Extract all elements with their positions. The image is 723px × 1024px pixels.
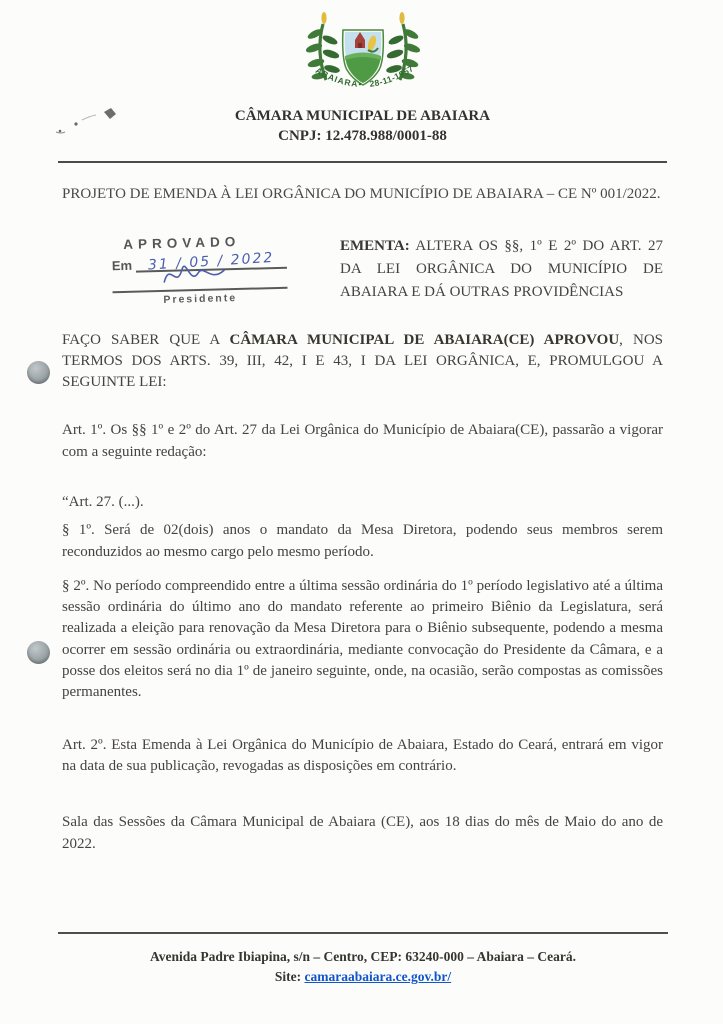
document-footer: [58, 932, 668, 988]
footer-site-link[interactable]: camaraabaiara.ce.gov.br/: [304, 969, 452, 985]
ementa-text: ALTERA OS §§, 1º E 2º DO ART. 27 DA LEI ORGÂNICA DO MUNICÍPIO DE ABAIARA E DÁ OUTRAS PROVIDÊNCIAS: [340, 237, 663, 300]
header-divider: [58, 161, 667, 163]
faco-suffix: , NOS TERMOS DOS ARTS. 39, III, 42, I E 43, I DA LEI ORGÂNICA, E, PROMULGOU A SEGUINTE LEI:: [62, 331, 663, 391]
footer-address: Avenida Padre Ibiapina, s/n – Centro, CEP: 63240-000 – Abaiara – Ceará.: [149, 949, 576, 964]
abaiara-coat-of-arms-logo: [295, 10, 431, 102]
stamp-em-label: Em: [111, 257, 133, 273]
paragraph-art2: Art. 2º. Esta Emenda à Lei Orgânica do Município de Abaiara, Estado do Ceará, entrará em vigor na data de sua publicação, revogadas as disposições em contrário.: [62, 736, 663, 774]
org-cnpj: CNPJ: 12.478.988/0001-88: [278, 128, 447, 145]
paragraph-art1: Art. 1º. Os §§ 1º e 2º do Art. 27 da Lei Orgânica do Município de Abaiara(CE), passarão a vigorar com a seguinte redação:: [62, 422, 663, 460]
approval-stamp: [111, 232, 288, 307]
logo-text-separator: •: [357, 78, 362, 89]
logo-container: [62, 10, 663, 102]
org-name: CÂMARA MUNICIPAL DE ABAIARA: [234, 108, 491, 124]
logo-text-date: 28-11-1957: [368, 63, 415, 89]
footer-site-label: Site:: [274, 969, 305, 985]
ink-smudge: [20, 98, 130, 148]
ementa-block: [340, 235, 663, 305]
logo-text-abaiara: ABAIARA: [313, 65, 359, 89]
paragraph-sala-sessoes: Sala das Sessões da Câmara Municipal de Abaiara (CE), aos 18 dias do mês de Maio do ano de 2022.: [62, 814, 663, 852]
svg-text:•: [358, 79, 361, 89]
punch-hole: [27, 641, 50, 664]
signature-icon: [160, 258, 231, 290]
paragraph-faco-saber: [62, 330, 663, 394]
ementa-label: EMENTA:: [340, 237, 410, 254]
stamp-signature-line: [112, 270, 287, 293]
paragraph-par1: § 1º. Será de 02(dois) anos o mandato da Mesa Diretora, podendo seus membros serem reconduzidos ao mesmo cargo pelo mesmo período.: [62, 522, 663, 560]
stamp-role-label: Presidente: [163, 291, 238, 306]
paragraph-par2: § 2º. No período compreendido entre a última sessão ordinária do 1º período legislativo até a última sessão ordinária do último ano do mandato referente ao primeiro Biênio da Legislatura, será realizada a eleição para renovação da Mesa Diretora para o Biênio subsequente, podendo a mesma ocorrer em sessão ordinária ou extraordinária, mediante convocação do Presidente da Câmara, e a posse dos eleitos será no dia 1º de janeiro seguinte, onde, na ocasião, serão compostas as comissões permanentes.: [62, 577, 663, 701]
shield: [342, 30, 383, 85]
punch-hole: [27, 361, 50, 384]
paragraph-art27: “Art. 27. (...).: [62, 493, 144, 510]
document-title: PROJETO DE EMENDA À LEI ORGÂNICA DO MUNICÍPIO DE ABAIARA – CE Nº 001/2022.: [62, 185, 661, 202]
faco-bold: CÂMARA MUNICIPAL DE ABAIARA(CE) APROVOU: [229, 331, 620, 348]
stamp-handwritten-date: 31 / 05 / 2022: [147, 249, 276, 274]
stamp-approved-label: APROVADO: [123, 233, 241, 252]
faco-prefix: FAÇO SABER QUE A: [62, 331, 230, 348]
